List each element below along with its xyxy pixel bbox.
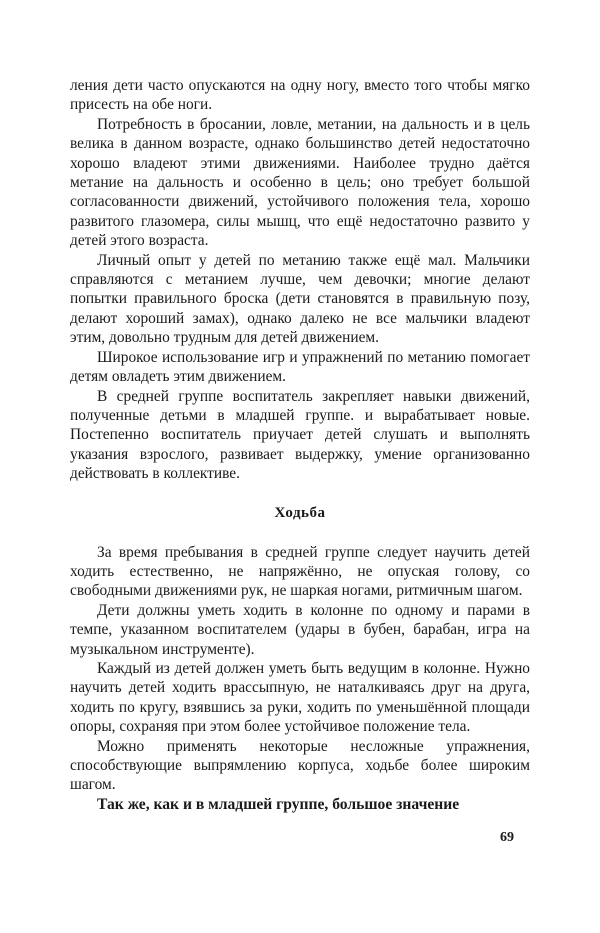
page-body	[70, 76, 530, 814]
paragraph: Потребность в бросании, ловле, метании, на дальность и в цель велика в данном возрасте, однако большинство детей недостаточно хорошо владеют этими движениями. Наиболее трудно даётся метание на дальность и особенно в цель; оно требует большой согласованности движений, устойчивого положения тела, хорошо развитого глазомера, силы мышц, что ещё недостаточно развито у детей этого возраста.	[70, 115, 530, 250]
section-heading: Ходьба	[274, 504, 326, 521]
paragraph: Личный опыт у детей по метанию также ещё мал. Мальчики справляются с метанием лучше, чем девочки; многие делают попытки правильного броска (дети становятся в правильную позу, делают хороший замах), однако далеко не все мальчики владеют этим, довольно трудным для детей движением.	[70, 251, 530, 347]
paragraph: Широкое использование игр и упражнений по метанию помогает детям овладеть этим движением.	[70, 348, 530, 386]
paragraph: ления дети часто опускаются на одну ногу, вместо того чтобы мягко присесть на обе ноги.	[70, 77, 530, 114]
paragraph: За время пребывания в средней группе следует научить детей ходить естественно, не напряжённо, не опуская голову, со свободными движениями рук, не шаркая ногами, ритмичным шагом.	[70, 543, 530, 600]
continuation-line: Так же, как и в младшей группе, большое значение	[97, 795, 460, 813]
page-number: 69	[500, 830, 514, 845]
paragraph: Можно применять некоторые несложные упражнения, способствующие выпрямлению корпуса, ходьбе более широким шагом.	[70, 737, 530, 794]
paragraph: Каждый из детей должен уметь быть ведущим в колонне. Нужно научить детей ходить врассыпную, не наталкиваясь друг на друга, ходить по кругу, взявшись за руки, ходить по уменьшённой площади опоры, сохраняя при этом более устойчивое положение тела.	[70, 659, 530, 736]
paragraph: Дети должны уметь ходить в колонне по одному и парами в темпе, указанном воспитателем (удары в бубен, барабан, игра на музыкальном инструменте).	[70, 601, 530, 658]
paragraph: В средней группе воспитатель закрепляет навыки движений, полученные детьми в младшей группе. и вырабатывает новые. Постепенно воспитатель приучает детей слушать и выполнять указания взрослого, развивает выдержку, умение организованно действовать в коллективе.	[70, 387, 530, 483]
